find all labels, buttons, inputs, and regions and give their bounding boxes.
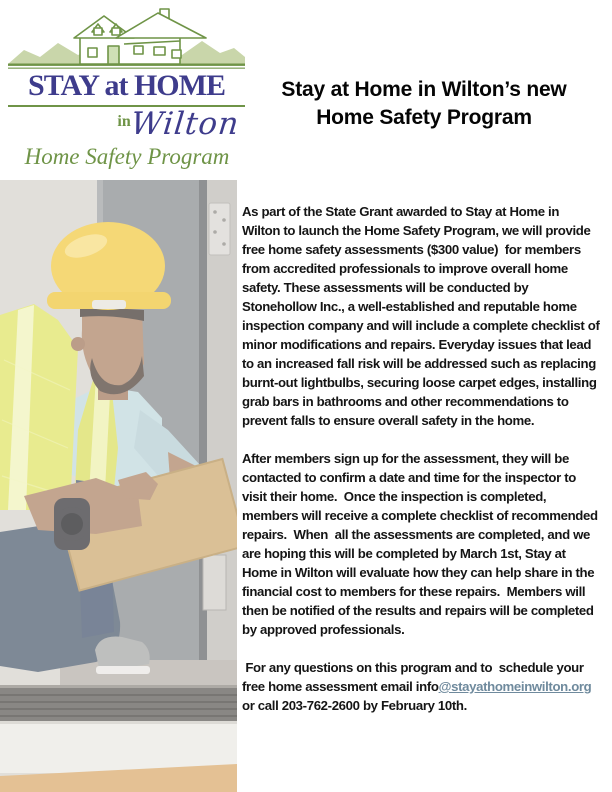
house-hills-icon [8,6,245,70]
logo-in-word: in [117,113,131,130]
paragraph-1: As part of the State Grant awarded to Stay at Home in Wilton to launch the Home Safety Program, we will provide free home safety assessments ($300 value) for members from accredited professionals to improve overall home safety. These assessments will be conducted by Stonehollow Inc., a well-established and reputable home inspection company and will include a complete checklist of minor modifications and repairs. Everyday issues that lead to an increased fall risk will be addressed such as replacing burnt-out lightbulbs, securing loose carpet edges, installing grab bars in bathrooms and other recommendations to prevent falls to ensure overall safety in the home. [242,204,603,428]
page-title-line2: Home Safety Program [316,106,532,129]
paragraph-3 [242,658,600,715]
page-title [240,76,608,132]
logo-wordmark: STAY at HOME [28,69,225,102]
stay-at-home-logo [8,6,245,174]
logo-town-word: Wilton [128,106,241,142]
paragraph-3-after-link: or call 203-762-2600 by February 10th. [242,679,595,713]
logo-tagline: Home Safety Program [24,144,230,169]
logo-in-wilton [117,106,239,142]
email-link[interactable]: @stayathomeinwilton.org [438,679,592,694]
inspector-photo [0,180,237,792]
article-body [242,202,603,734]
paragraph-2: After members sign up for the assessment, they will be contacted to confirm a date and time for the inspector to visit their home. Once the inspection is completed, members will receive a complete checklist of recommended repairs. When all the assessments are completed, and we are hoping this will be completed by March 1st, Stay at Home in Wilton will evaluate how they can help share in the financial cost to members for these repairs. Members will then be notified of the results and repairs will be completed by approved professionals. [242,451,601,637]
page-title-line1: Stay at Home in Wilton’s new [281,78,567,101]
paragraph-3-before-link: For any questions on this program and to schedule your free home assessment email info [242,660,587,694]
